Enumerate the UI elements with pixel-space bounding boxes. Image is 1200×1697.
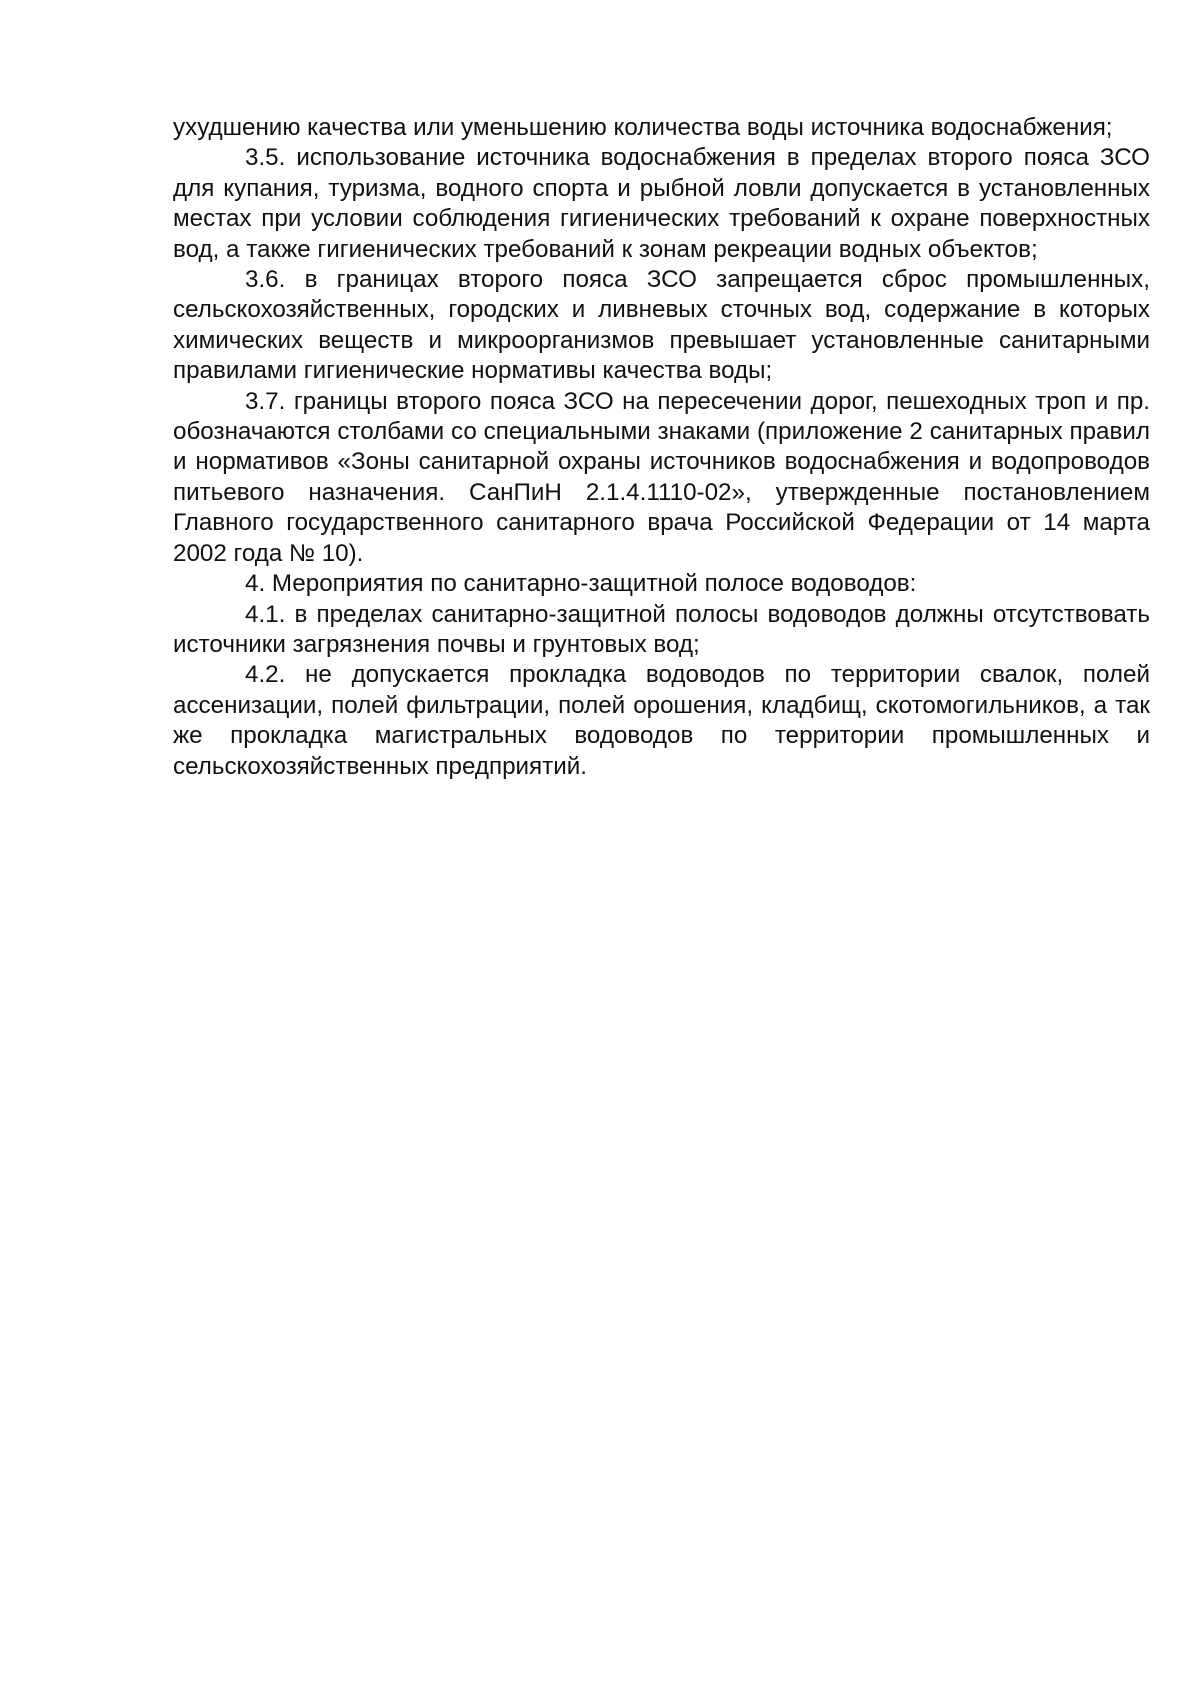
paragraph-item-3-6: 3.6. в границах второго пояса ЗСО запрещается сброс промышленных, сельскохозяйственных, городских и ливневых сточных вод, содержание в которых химических веществ и микроорганизмов превышает установленные санитарными правилами гигиенические нормативы качества воды; <box>173 266 1150 385</box>
paragraph-item-4-1: 4.1. в пределах санитарно-защитной полосы водоводов должны отсутствовать источники загрязнения почвы и грунтовых вод; <box>173 600 1150 658</box>
document-body <box>173 113 1150 782</box>
paragraph-item-4-2: 4.2. не допускается прокладка водоводов по территории свалок, полей ассенизации, полей фильтрации, полей орошения, кладбищ, скотомогильников, а так же прокладка магистральных водоводов по территории промышленных и сельскохозяйственных предприятий. <box>173 661 1150 780</box>
paragraph-continuation: ухудшению качества или уменьшению количества воды источника водоснабжения; <box>173 114 1113 141</box>
paragraph-item-3-7: 3.7. границы второго пояса ЗСО на пересечении дорог, пешеходных троп и пр. обозначаются столбами со специальными знаками (приложение 2 санитарных правил и нормативов «Зоны санитарной охраны источников водоснабжения и водопроводов питьевого назначения. СанПиН 2.1.4.1110-02», утвержденные постановлением Главного государственного санитарного врача Российской Федерации от 14 марта 2002 года № 10). <box>173 387 1150 567</box>
paragraph-item-3-5: 3.5. использование источника водоснабжения в пределах второго пояса ЗСО для купания, туризма, водного спорта и рыбной ловли допускается в установленных местах при условии соблюдения гигиенических требований к охране поверхностных вод, а также гигиенических требований к зонам рекреации водных объектов; <box>173 144 1150 263</box>
paragraph-item-4: 4. Мероприятия по санитарно-защитной полосе водоводов: <box>245 570 917 598</box>
